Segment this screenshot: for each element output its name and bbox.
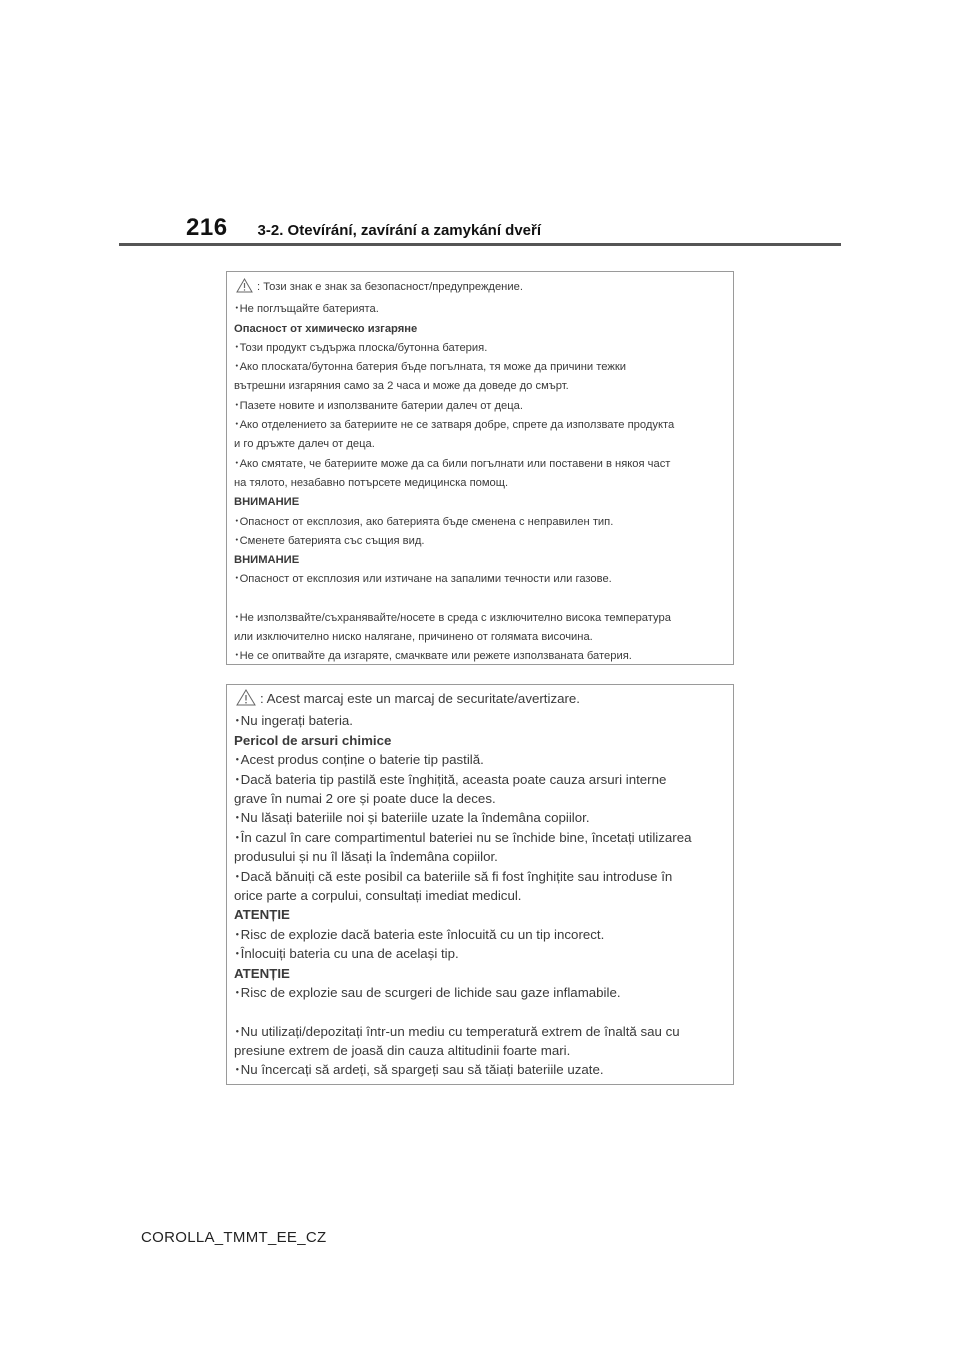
box-heading: ВНИМАНИЕ [234, 554, 300, 567]
box-line: ･Dacă bateria tip pastilă este înghițită, aceasta poate cauza arsuri interne [234, 771, 667, 787]
box-line: ･Ако плоската/бутонна батерия бъде погълната, тя може да причини тежки [234, 361, 626, 374]
box-line: или изключително ниско налягане, причинено от голямата височина. [234, 631, 593, 644]
box-line: orice parte a corpului, consultați imediat medicul. [234, 888, 522, 904]
box-line: на тялото, незабавно потърсете медицинска помощ. [234, 476, 509, 489]
box-line: вътрешни изгаряния само за 2 часа и може да доведе до смърт. [234, 380, 569, 393]
box-line: ･Nu utilizați/depozitați într-un mediu cu temperatură extrem de înaltă sau cu [234, 1023, 680, 1039]
box-line: ･Dacă bănuiți că este posibil ca bateriile să fi fost înghițite sau introduse în [234, 868, 673, 884]
box-line: ･Nu ingerați bateria. [234, 713, 353, 729]
box-line: : Acest marcaj este un marcaj de securitate/avertizare. [234, 689, 725, 711]
box-line: ･Ако смятате, че батериите може да са били погълнати или поставени в някоя част [234, 457, 671, 470]
box-line: ･Не се опитвайте да изгаряте, смачквате или режете използваната батерия. [234, 650, 632, 663]
box-heading: Опасност от химическо изгаряне [234, 322, 418, 335]
warning-box-romanian [226, 684, 734, 1085]
box-heading: ATENȚIE [234, 907, 290, 923]
box-line: ･Опасност от експлозия, ако батерията бъде сменена с неправилен тип. [234, 515, 614, 528]
box-heading: ВНИМАНИЕ [234, 496, 300, 509]
box-line: ･Nu lăsați bateriile noi și bateriile uzate la îndemâna copiilor. [234, 810, 590, 826]
box-line: ･Не поглъщайте батерията. [234, 303, 379, 316]
page-header [186, 214, 541, 242]
box-line: ･Този продукт съдържа плоска/бутонна батерия. [234, 341, 488, 354]
box-line: ･Risc de explozie sau de scurgeri de lichide sau gaze inflamabile. [234, 985, 621, 1001]
warning-triangle-icon [236, 278, 253, 300]
box-line: ･În cazul în care compartimentul bateriei nu se închide bine, încetați utilizarea [234, 829, 692, 845]
box-line: ･Пазете новите и използваните батерии далеч от деца. [234, 399, 523, 412]
box-line: ･Înlocuiți bateria cu una de același tip. [234, 946, 459, 962]
section-title: 3-2. Otevírání, zavírání a zamykání dveří [257, 222, 542, 239]
box-line: ･Сменете батерията със същия вид. [234, 534, 425, 547]
box-line: ･Nu încercați să ardeți, să spargeți sau să tăiați bateriile uzate. [234, 1062, 604, 1078]
box-line: ･Acest produs conține o baterie tip pastilă. [234, 752, 484, 768]
document-code: COROLLA_TMMT_EE_CZ [141, 1229, 327, 1246]
box-heading: ATENȚIE [234, 965, 290, 981]
page-number: 216 [186, 214, 228, 241]
box-line: и го дръжте далеч от деца. [234, 438, 375, 451]
header-divider [119, 243, 841, 246]
box-line: : Този знак е знак за безопасност/предупреждение. [234, 278, 725, 300]
box-line: grave în numai 2 ore și poate duce la deces. [234, 791, 496, 807]
box-heading: Pericol de arsuri chimice [234, 732, 392, 748]
box-line: ･Risc de explozie dacă bateria este înlocuită cu un tip incorect. [234, 926, 605, 942]
box-line: ･Не използвайте/съхранявайте/носете в среда с изключително висока температура [234, 611, 671, 624]
warning-triangle-icon [236, 689, 256, 711]
box-line: ･Опасност от експлозия или изтичане на запалими течности или газове. [234, 573, 612, 586]
box-line: produsului și nu îl lăsați la îndemâna copiilor. [234, 849, 498, 865]
box-line: presiune extrem de joasă din cauza altitudinii foarte mari. [234, 1042, 571, 1058]
warning-box-bulgarian [226, 271, 734, 665]
box-line: ･Ако отделението за батериите не се затваря добре, спрете да използвате продукта [234, 419, 675, 432]
